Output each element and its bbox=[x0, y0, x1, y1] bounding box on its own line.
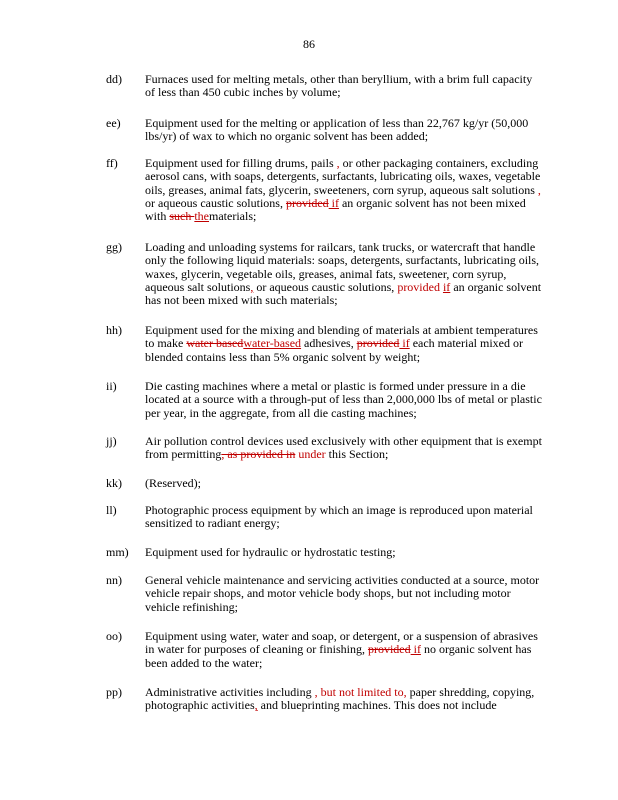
deleted-text: provided bbox=[356, 336, 400, 351]
inserted-text: if bbox=[328, 195, 339, 210]
text-segment: Equipment used for filling drums, pails bbox=[145, 156, 334, 170]
list-item bbox=[106, 504, 546, 531]
text-segment: General vehicle maintenance and servicing activities conducted at a source, motor vehicle repair shops, and motor vehicle body shops, but not including motor vehicle refinishing; bbox=[145, 573, 540, 614]
text-segment: Equipment using water, water and soap, or detergent, or a suspension of abrasives in water for purposes of cleaning or finishing, bbox=[145, 629, 538, 657]
item-label: ee) bbox=[106, 116, 121, 130]
list-item bbox=[106, 73, 546, 100]
list-item bbox=[106, 477, 546, 490]
text-segment: or aqueous caustic solutions, bbox=[253, 279, 398, 294]
item-text bbox=[145, 504, 545, 531]
item-label: oo) bbox=[106, 629, 122, 643]
text-segment: each material mixed or blended contains less than 5% organic solvent by weight; bbox=[145, 336, 523, 364]
text-segment: or other packaging containers, excluding aerosol cans, with soaps, detergents, surfactants, lubricating oils, waxes, vegetable oils, greases, animal fats, glycerin, sweeteners, corn syrup, aqueous salt solutions bbox=[145, 156, 541, 197]
inserted-text: , bbox=[250, 279, 254, 294]
text-segment: an organic solvent has not been mixed with such materials; bbox=[145, 279, 542, 308]
text-segment: Equipment used for hydraulic or hydrostatic testing; bbox=[145, 545, 396, 559]
inserted-text: , bbox=[333, 156, 340, 170]
inserted-text: , but not limited to, bbox=[314, 685, 407, 699]
list-item bbox=[106, 380, 546, 420]
list-item bbox=[106, 241, 546, 307]
text-segment: Equipment used for the melting or application of less than 22,767 kg/yr (50,000 lbs/yr) of wax to which no organic solvent has been added; bbox=[145, 116, 529, 144]
item-label: gg) bbox=[106, 240, 122, 254]
item-text bbox=[145, 73, 545, 100]
item-text bbox=[145, 241, 545, 307]
text-segment: Loading and unloading systems for railcars, tank trucks, or watercraft that handle only the following liquid materials: soaps, detergents, surfactants, lubricating oils, waxes, glycerin, vegetable oils, greases, animal fats, sweetener, corn syrup, aqueous salt solutions bbox=[145, 240, 540, 294]
list-item bbox=[106, 157, 546, 223]
text-segment: Photographic process equipment by which an image is reproduced upon material sensitized to radiant energy; bbox=[145, 503, 533, 531]
inserted-text: under bbox=[295, 447, 326, 462]
text-segment: Equipment used for the mixing and blending of materials at ambient temperatures to make bbox=[145, 323, 538, 351]
item-text bbox=[145, 157, 545, 223]
deleted-text: water based bbox=[186, 336, 244, 351]
deleted-text: such bbox=[169, 209, 195, 224]
list-item bbox=[106, 435, 546, 462]
item-label: ll) bbox=[106, 503, 117, 517]
inserted-text: , bbox=[534, 182, 541, 197]
item-text bbox=[145, 324, 545, 364]
item-label: kk) bbox=[106, 476, 122, 490]
list-item bbox=[106, 574, 546, 614]
text-segment: materials; bbox=[209, 209, 257, 224]
text-segment: and blueprinting machines. This does not include bbox=[257, 698, 497, 713]
text-segment: Furnaces used for melting metals, other than beryllium, with a brim full capacity of less than 450 cubic inches by volume; bbox=[145, 72, 533, 100]
text-segment: paper shredding, copying, photographic activities bbox=[145, 685, 535, 713]
item-label: ff) bbox=[106, 156, 118, 170]
item-text bbox=[145, 117, 545, 144]
text-segment: (Reserved); bbox=[145, 476, 201, 490]
list-item bbox=[106, 117, 546, 144]
text-segment: Administrative activities including bbox=[145, 685, 315, 699]
deleted-text: provided bbox=[367, 642, 411, 657]
item-label: nn) bbox=[106, 573, 122, 587]
text-segment: Die casting machines where a metal or plastic is formed under pressure in a die located at a source with a through-put of less than 2,000,000 lbs of metal or plastic per year, in the aggregate, from all die casting machines; bbox=[145, 379, 542, 420]
inserted-text: water-based bbox=[243, 336, 302, 351]
item-label: ii) bbox=[106, 379, 117, 393]
page-number: 86 bbox=[303, 37, 315, 51]
deleted-text: , as provided in bbox=[221, 447, 296, 462]
item-text bbox=[145, 630, 545, 670]
item-text bbox=[145, 380, 545, 420]
text-segment: no organic solvent has been added to the water; bbox=[145, 642, 532, 670]
inserted-text: the bbox=[194, 209, 210, 224]
list-item bbox=[106, 324, 546, 364]
text-segment: an organic solvent has not been mixed with bbox=[145, 195, 526, 224]
item-text bbox=[145, 686, 545, 713]
text-segment: or aqueous caustic solutions, bbox=[145, 195, 286, 210]
inserted-text: provided bbox=[397, 279, 443, 294]
list-item bbox=[106, 686, 546, 713]
text-segment: Air pollution control devices used exclusively with other equipment that is exempt from permitting bbox=[145, 434, 542, 462]
inserted-text: if bbox=[399, 336, 410, 351]
item-text bbox=[145, 477, 545, 490]
item-label: hh) bbox=[106, 323, 122, 337]
item-label: dd) bbox=[106, 72, 122, 86]
list-item bbox=[106, 630, 546, 670]
item-label: pp) bbox=[106, 685, 122, 699]
inserted-text: if bbox=[442, 279, 451, 294]
inserted-text: if bbox=[410, 642, 421, 657]
text-segment: this Section; bbox=[325, 447, 389, 462]
deleted-text: provided bbox=[285, 195, 329, 210]
text-segment: adhesives, bbox=[301, 336, 357, 351]
inserted-text: , bbox=[254, 698, 258, 713]
item-text bbox=[145, 435, 545, 462]
item-label: mm) bbox=[106, 545, 129, 559]
item-text bbox=[145, 574, 545, 614]
item-label: jj) bbox=[106, 434, 117, 448]
item-text bbox=[145, 546, 545, 559]
list-item bbox=[106, 546, 546, 559]
